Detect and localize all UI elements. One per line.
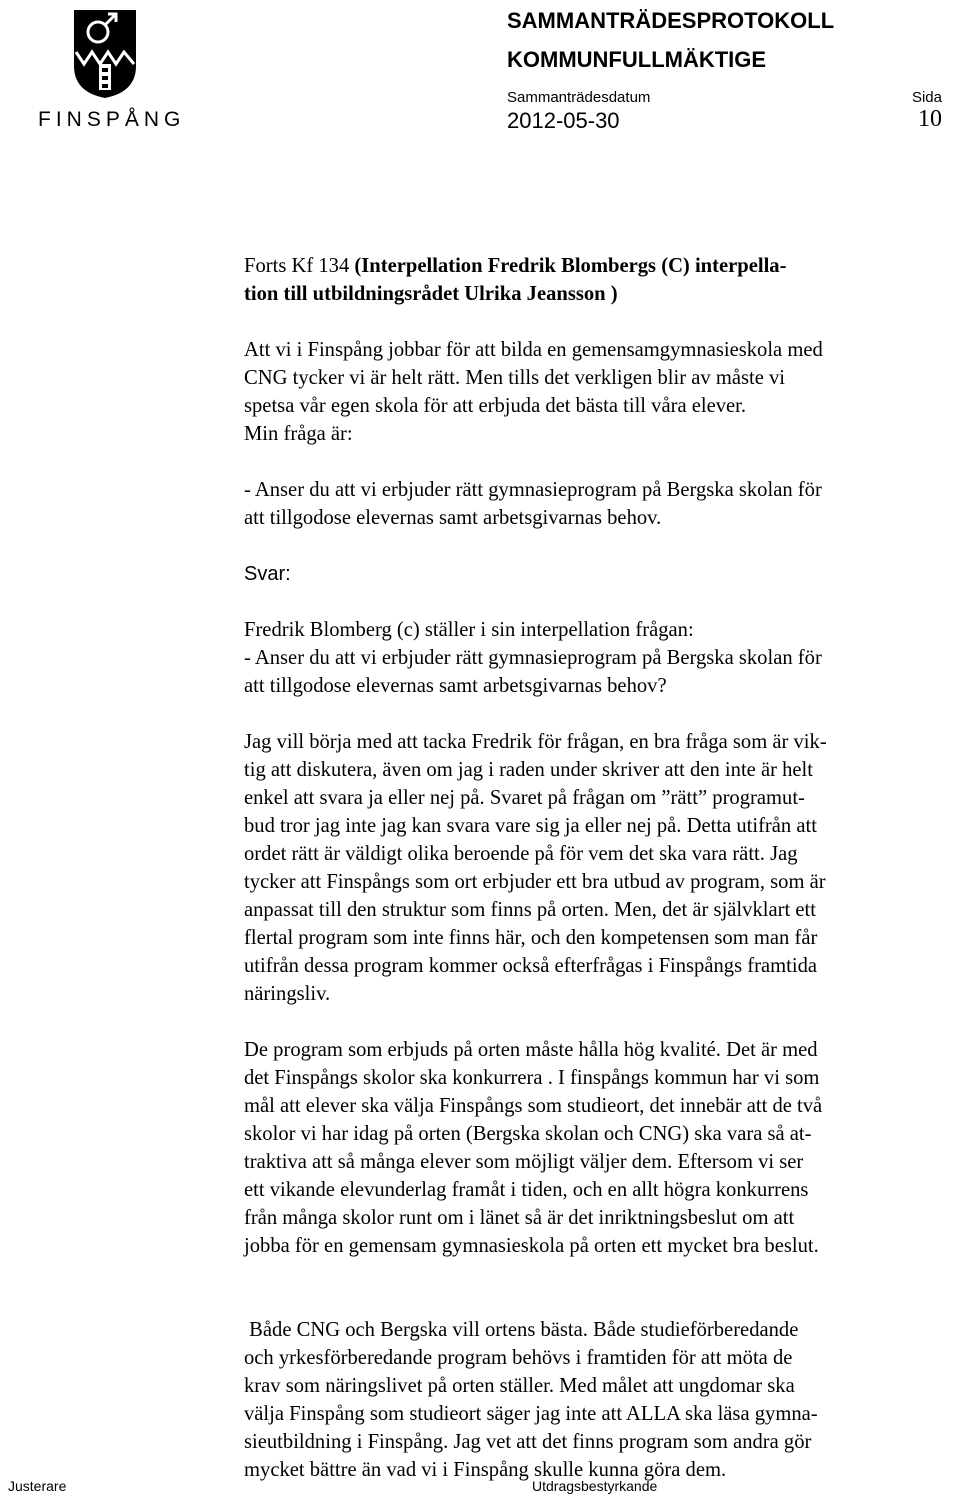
line: utifrån dessa program kommer också efterfrågas i Finspångs framtida: [244, 955, 818, 977]
footer-certification-label: Utdragsbestyrkande: [532, 1478, 658, 1494]
heading-prefix: Forts Kf 134: [244, 255, 355, 277]
footer-signer-label: Justerare: [8, 1478, 67, 1494]
line: sieutbildning i Finspång. Jag vet att det finns program som andra gör: [244, 1431, 812, 1453]
question-intro: Min fråga är:: [244, 423, 353, 445]
line: och yrkesförberedande program behövs i framtiden för att möta de: [244, 1347, 793, 1369]
answer-label: Svar:: [244, 563, 291, 585]
line: Fredrik Blomberg (c) ställer i sin interpellation frågan:: [244, 619, 694, 641]
paragraph-restated-question: [244, 616, 944, 700]
line: spetsa vår egen skola för att erbjuda det bästa till våra elever.: [244, 395, 747, 417]
line: jobba för en gemensam gymnasieskola på orten ett mycket bra beslut.: [244, 1235, 819, 1257]
meeting-date: 2012-05-30: [507, 108, 620, 133]
date-label: Sammanträdesdatum: [507, 89, 651, 106]
line: anpassat till den struktur som finns på orten. Men, det är självklart ett: [244, 899, 816, 921]
line: det Finspångs skolor ska konkurrera . I finspångs kommun har vi som: [244, 1067, 820, 1089]
finspang-logo: [38, 8, 186, 132]
line: Både CNG och Bergska vill ortens bästa. Både studieförberedande: [244, 1319, 799, 1341]
line: ett vikande elevunderlag framåt i tiden, och en allt högra konkurrens: [244, 1179, 809, 1201]
line: välja Finspång som studieort säger jag inte att ALLA ska läsa gymna-: [244, 1403, 818, 1425]
page-number: 10: [918, 106, 942, 132]
line: flertal program som inte finns här, och den kompetensen som man får: [244, 927, 818, 949]
line: mycket bättre än vad vi i Finspång skulle kunna göra dem.: [244, 1459, 727, 1481]
line: Jag vill börja med att tacka Fredrik för frågan, en bra fråga som är vik-: [244, 731, 827, 753]
line: Att vi i Finspång jobbar för att bilda en gemensamgymnasieskola med: [244, 339, 823, 361]
line: att tillgodose elevernas samt arbetsgivarnas behov?: [244, 675, 667, 697]
line: från många skolor runt om i länet så är det inriktningsbeslut om att: [244, 1207, 795, 1229]
protocol-title: SAMMANTRÄDESPROTOKOLL: [507, 8, 835, 33]
line: mål att elever ska välja Finspångs som studieort, det innebär att de två: [244, 1095, 823, 1117]
line: tycker att Finspångs som ort erbjuder ett bra utbud av program, som är: [244, 871, 826, 893]
paragraph-answer-2: [244, 1036, 944, 1260]
document-body: [244, 252, 944, 1484]
paragraph-question: [244, 476, 944, 532]
page-label: Sida: [911, 89, 942, 106]
line: CNG tycker vi är helt rätt. Men tills det verkligen blir av måste vi: [244, 367, 786, 389]
line: De program som erbjuds på orten måste hålla hög kvalité. Det är med: [244, 1039, 818, 1061]
line: krav som näringslivet på orten ställer. Med målet att ungdomar ska: [244, 1375, 795, 1397]
line: skolor vi har idag på orten (Bergska skolan och CNG) ska vara så at-: [244, 1123, 812, 1145]
line: traktiva att så många elever som möjligt väljer dem. Eftersom vi ser: [244, 1151, 804, 1173]
line: näringsliv.: [244, 983, 331, 1005]
coat-of-arms-icon: [72, 8, 138, 100]
line: ordet rätt är väldigt olika beroende på för vem det ska vara rätt. Jag: [244, 843, 798, 865]
paragraph-intro: [244, 336, 944, 448]
line: bud tror jag inte jag kan svara vare sig ja eller nej på. Detta utifrån att: [244, 815, 817, 837]
line: enkel att svara ja eller nej på. Svaret på frågan om ”rätt” programut-: [244, 787, 805, 809]
line: - Anser du att vi erbjuder rätt gymnasieprogram på Bergska skolan för: [244, 479, 822, 501]
line: - Anser du att vi erbjuder rätt gymnasieprogram på Bergska skolan för: [244, 647, 822, 669]
council-title: KOMMUNFULLMÄKTIGE: [507, 47, 767, 72]
section-heading: [244, 252, 944, 308]
heading-title-line-1: (Interpellation Fredrik Blombergs (C) interpella-: [354, 255, 787, 277]
logo-wordmark: FINSPÅNG: [38, 108, 186, 131]
heading-title-line-2: tion till utbildningsrådet Ulrika Jeansson ): [244, 283, 618, 305]
paragraph-answer-1: [244, 728, 944, 1008]
line: att tillgodose elevernas samt arbetsgivarnas behov.: [244, 507, 662, 529]
line: tig att diskutera, även om jag i raden under skriver att den inte är helt: [244, 759, 813, 781]
paragraph-answer-3: [244, 1288, 944, 1484]
